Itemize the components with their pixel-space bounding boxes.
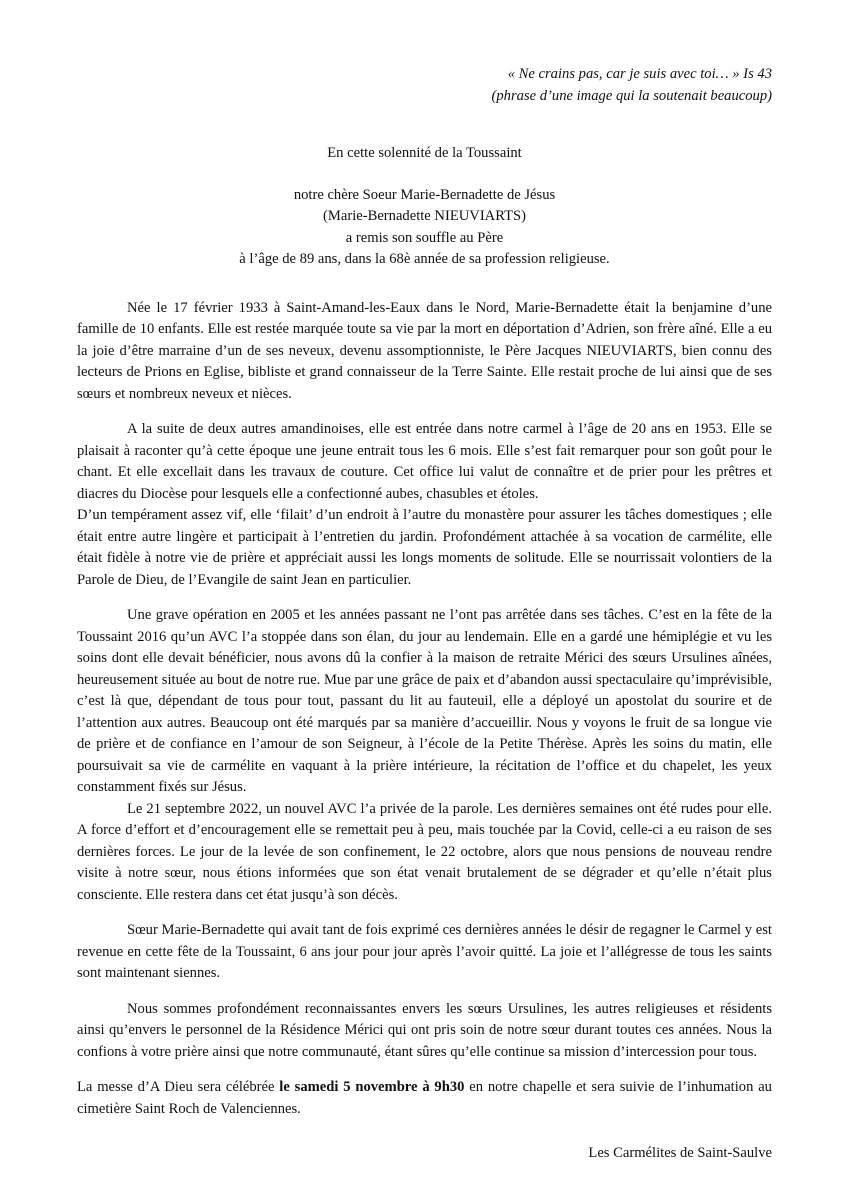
- death-announcement: [77, 185, 772, 271]
- epigraph-note: (phrase d’une image qui la soutenait beaucoup): [491, 87, 772, 104]
- epigraph-quote: « Ne crains pas, car je suis avec toi… » Is 43: [507, 66, 772, 82]
- announcement-line-4: à l’âge de 89 ans, dans la 68è année de sa profession religieuse.: [239, 251, 610, 267]
- paragraph-gratitude: Nous sommes profondément reconnaissantes envers les sœurs Ursulines, les autres religieuses et résidents ainsi qu’envers le personnel de la Résidence Mérici qui ont pris soin de notre sœur durant toutes ces années. Nous la confions à votre prière ainsi que notre communauté, étant sûres qu’elle continue sa mission d’intercession pour tous.: [77, 1000, 772, 1060]
- funeral-text-before: La messe d’A Dieu sera célébrée: [77, 1079, 280, 1095]
- paragraph-final-weeks: Le 21 septembre 2022, un nouvel AVC l’a privée de la parole. Les dernières semaines ont été rudes pour elle. A force d’effort et d’encouragement elle se remettait peu à peu, mais touchée par la Covid, celle-ci a eu raison de ses dernières forces. Le jour de la levée de son confinement, le 22 octobre, alors que nous pensions de nouveau rendre visite à notre sœur, nous étions informées que son état venait brutalement de se dégrader et qu’elle n’était plus consciente. Elle restera dans cet état jusqu’à son décès.: [77, 800, 772, 903]
- paragraph-carmel-entry: A la suite de deux autres amandinoises, elle est entrée dans notre carmel à l’âge de 20 ans en 1953. Elle se plaisait à raconter qu’à cette époque une jeune entrait tous les 6 mois. Elle s’est fait remarquer pour son goût pour le chant. Et elle excellait dans les travaux de couture. Cet office lui valut de connaître et de prier pour les prêtres et diacres du Diocèse pour lesquels elle a confectionné aubes, chasubles et étoles.: [77, 421, 772, 502]
- paragraph-birth: Née le 17 février 1933 à Saint-Amand-les-Eaux dans le Nord, Marie-Bernadette était la benjamine d’une famille de 10 enfants. Elle est restée marquée toute sa vie par la mort en déportation d’Adrien, son frère aîné. Elle a eu la joie d’être marraine d’un de ses neveux, devenu assomptionniste, le Père Jacques NIEUVIARTS, bien connu des lecteurs de Prions en Eglise, bibliste et grand connaisseur de la Terre Sainte. Elle restait proche de lui ainsi que de ses sœurs et nombreux neveux et nièces.: [77, 299, 772, 402]
- announcement-line-2: (Marie-Bernadette NIEUVIARTS): [323, 208, 526, 224]
- funeral-text-after: en notre chapelle et sera suivie de l’inhumation au cimetière Saint Roch de Valenciennes.: [77, 1079, 772, 1117]
- funeral-notice: [77, 1077, 772, 1120]
- document-page: [77, 64, 772, 1165]
- announcement-line-1: notre chère Soeur Marie-Bernadette de Jésus: [293, 186, 556, 203]
- intro-line: En cette solennité de la Toussaint: [327, 145, 522, 161]
- announcement-line-3: a remis son souffle au Père: [345, 229, 504, 246]
- paragraph-illness: Une grave opération en 2005 et les années passant ne l’ont pas arrêtée dans ses tâches. C’est en la fête de la Toussaint 2016 qu’un AVC l’a stoppée dans son élan, du jour au lendemain. Elle en a gardé une hémiplégie et vu les soins dont elle devait bénéficier, nous avons dû la confier à la maison de retraite Mérici des sœurs Ursulines aînées, heureusement située au bout de notre rue. Mue par une grâce de paix et d’abandon aussi spectaculaire qu’imprévisible, c’est là que, dépendant de tous pour tout, passant du lit au fauteuil, elle a déployé un apostolat du sourire et de l’attention aux autres. Beaucoup ont été marqués par sa manière d’accueillir. Nous y voyons le fruit de sa longue vie de prière et de confiance en l’amour de son Seigneur, à l’école de la Petite Thérèse. Après les soins du matin, elle poursuivait sa vie de carmélite en vaquant à la prière intérieure, la récitation de l’office et du chapelet, les yeux constamment fixés sur Jésus.: [77, 607, 772, 795]
- signature: Les Carmélites de Saint-Saulve: [588, 1145, 772, 1161]
- paragraph-return: Sœur Marie-Bernadette qui avait tant de fois exprimé ces dernières années le désir de regagner le Carmel y est revenue en cette fête de la Toussaint, 6 ans jour pour jour après l’avoir quitté. La joie et l’allégresse de tous les saints sont maintenant siennes.: [77, 922, 772, 981]
- epigraph: [77, 64, 772, 107]
- funeral-date: le samedi 5 novembre à 9h30: [279, 1079, 465, 1095]
- paragraph-temperament: D’un tempérament assez vif, elle ‘filait’ d’un endroit à l’autre du monastère pour assurer les tâches domestiques ; elle était entre autre lingère et participait à l’entretien du jardin. Profondément attachée à sa vocation de carmélite, elle était fidèle à notre vie de prière et appréciait aussi les longs moments de solitude. Elle se nourrissait volontiers de la Parole de Dieu, de l’Evangile de saint Jean en particulier.: [77, 507, 772, 588]
